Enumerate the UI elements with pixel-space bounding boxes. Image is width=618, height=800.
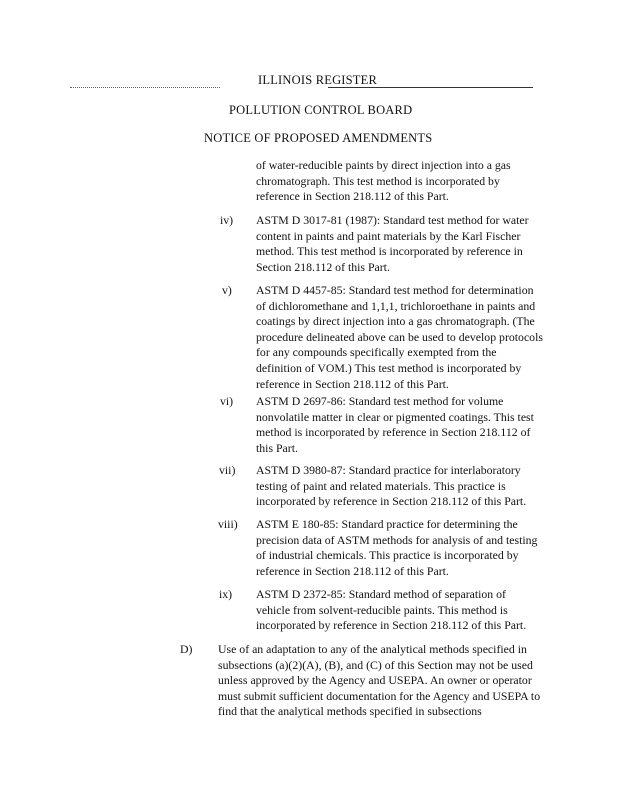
board-title: POLLUTION CONTROL BOARD — [229, 103, 413, 117]
item-text-v: ASTM D 4457-85: Standard test method for determination of dichloromethane and 1,1,1, trichloroethane in paints and coatings by direct injection into a gas chromatograph. (The procedure delineated above can be used to develop protocols for any compounds specifically exempted from the definition of VOM.) This test method is incorporated by reference in Section 218.112 of this Part. — [256, 283, 543, 391]
item-text-iv: ASTM D 3017-81 (1987): Standard test method for water content in paints and paint materials by the Karl Fischer method. This test method is incorporated by reference in Section 218.112 of this Part. — [256, 213, 529, 274]
item-number-viii: viii) — [218, 517, 238, 531]
item-text-vii: ASTM D 3980-87: Standard practice for interlaboratory testing of paint and related materials. This practice is incorporated by reference in Section 218.112 of this Part. — [256, 463, 527, 509]
register-title: ILLINOIS REGISTER — [258, 73, 378, 87]
notice-title: NOTICE OF PROPOSED AMENDMENTS — [204, 131, 433, 145]
continuation-paragraph: of water-reducible paints by direct injection into a gas chromatograph. This test method is incorporated by reference in Section 218.112 of this Part. — [256, 158, 511, 204]
item-number-ix: ix) — [219, 587, 233, 601]
section-d-number: D) — [180, 642, 193, 656]
item-number-vi: vi) — [220, 394, 234, 408]
item-text-vi: ASTM D 2697-86: Standard test method for volume nonvolatile matter in clear or pigmented coatings. This test method is incorporated by reference in Section 218.112 of this Part. — [256, 394, 534, 455]
item-number-vii: vii) — [219, 463, 236, 477]
section-d-text: Use of an adaptation to any of the analytical methods specified in subsections (a)(2)(A), (B), and (C) of this Section may not be used unless approved by the Agency and USEPA. An owner or operator must submit sufficient documentation for the Agency and USEPA to find that the analytical methods specified in subsections — [218, 642, 541, 719]
item-number-iv: iv) — [220, 213, 234, 227]
header-rule-left — [70, 87, 220, 88]
item-text-viii: ASTM E 180-85: Standard practice for determining the precision data of ASTM methods for analysis of and testing of industrial chemicals. This practice is incorporated by reference in Section 218.112 of this Part. — [256, 517, 538, 578]
item-number-v: v) — [222, 283, 232, 297]
item-text-ix: ASTM D 2372-85: Standard method of separation of vehicle from solvent-reducible paints. This method is incorporated by reference in Section 218.112 of this Part. — [256, 587, 527, 633]
